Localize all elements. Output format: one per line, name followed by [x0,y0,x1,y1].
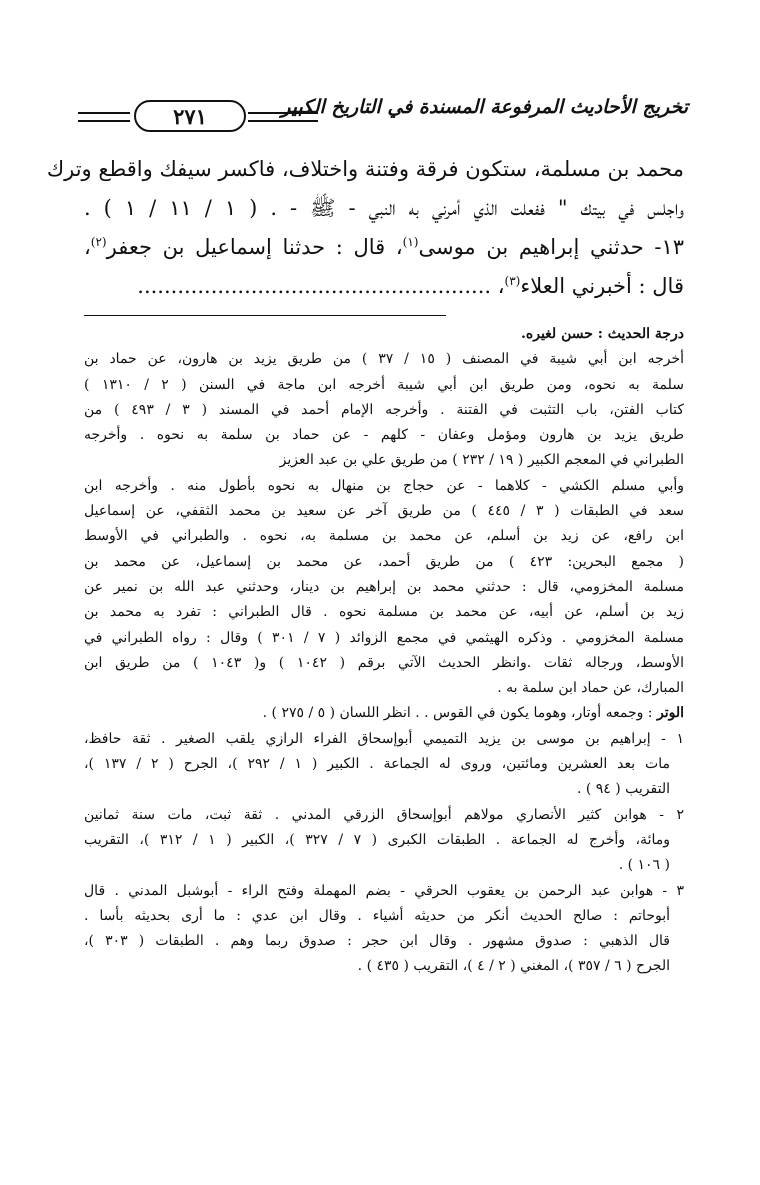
footnote-1 [84,727,684,803]
note-line: زيد بن أسلم، عن أبيه، عن محمد بن مسلمة نحوه . قال الطبراني : تفرد به محمد بن [84,604,684,621]
note-line: التقريب ( ٩٤ ) . [576,781,670,798]
hadith-text: ، ..................................................... [137,274,505,298]
hadith-grade: درجة الحديث : حسن لغيره. [521,326,684,342]
note-line: ( مجمع البحرين: ٤٢٣ ) من طريق أحمد، عن محمد بن إسماعيل، عن محمد بن [84,553,684,570]
main-line: محمد بن مسلمة، ستكون فرقة وفتنة واختلاف، فاكسر سيفك واقطع وترك [46,157,684,181]
hadith-text: ، قال : حدثنا إسماعيل بن جعفر [106,235,403,259]
page-number: ٢٧١ [134,100,246,132]
watar-text: : وجمعه أوتار، وهوما يكون في القوس . . انظر اللسان ( ٥ / ٢٧٥ ) . [262,705,653,722]
footnote-ref: (٣) [504,274,521,288]
main-text [46,150,684,306]
note-line: ٢ - هوابن كثير الأنصاري مولاهم أبوإسحاق الزرقي المدني . ثقة ثبت، مات سنة ثمانين [84,806,684,823]
note-line: الجرح ( ٦ / ٣٥٧ )، المغني ( ٢ / ٤ )، التقريب ( ٤٣٥ ) . [357,958,670,975]
note-line: مسلمة المخزومي . وذكره الهيثمي في مجمع الزوائد ( ٧ / ٣٠١ ) وقال : رواه الطبراني في [84,629,684,646]
footnote-ref: (١) [402,235,419,249]
header-rule [248,112,318,122]
note-line: سلمة به نحوه، ومن طريق ابن أبي شيبة أخرجه ابن ماجة في السنن ( ٢ / ١٣١٠ ) [84,376,684,393]
hadith-text: قال : أخبرني العلاء [520,274,684,298]
note-line: سعد في الطبقات ( ٣ / ٤٤٥ ) من طريق آخر عن سعيد بن محمد الثقفي، عن إسماعيل [84,503,684,520]
footnote-2 [84,803,684,879]
watar-definition [84,701,684,726]
note-line: أبوحاتم : صالح الحديث أنكر من حديثه أشياء . وقال ابن عدي : ما أرى بحديثه بأسا . [84,907,670,924]
note-line: مات بعد العشرين ومائتين، وروى له الجماعة . الكبير ( ١ / ٢٩٢ )، الجرح ( ٢ / ١٣٧ )، [84,756,670,773]
footnotes [84,322,684,980]
note-line: الطبراني في المعجم الكبير ( ١٩ / ٢٣٢ ) من طريق علي بن عبد العزيز [279,452,684,469]
note-line: ١ - إبراهيم بن موسى بن يزيد التميمي أبوإسحاق الفراء الرازي يلقب الصغير . ثقة حافظ، [84,730,684,747]
footnote-separator [84,315,446,316]
footnote-3 [84,879,684,980]
main-line: واجلس في بيتك " ففعلت الذي أمرني به النبي - ﷺ - . ( ١ / ١١ / ١ ) . [84,196,684,220]
header-rule [78,112,130,122]
note-line: المبارك، عن حماد ابن سلمة به . [497,680,684,697]
note-line: وأبي مسلم الكشي - كلاهما - عن حجاج بن منهال به نحوه بأطول منه . وأخرجه ابن [84,477,684,494]
page-header [78,92,688,132]
note-line: الأوسط، ورجاله ثقات .وانظر الحديث الآتي برقم ( ١٠٤٢ ) و( ١٠٤٣ ) من طريق ابن [84,654,684,671]
footnote-ref: (٢) [90,235,107,249]
note-line: ٣ - هوابن عبد الرحمن بن يعقوب الحرقي - بضم المهملة وفتح الراء - أبوشبل المدني . قال [84,882,684,899]
note-line: قال الذهبي : صدوق مشهور . وقال ابن حجر : صدوق ربما وهم . الطبقات ( ٣٠٣ )، [84,933,671,950]
hadith-13-line-1 [84,228,684,267]
watar-term: الوتر [656,705,684,722]
takhrij-paragraph [84,347,684,701]
note-line: طريق يزيد بن هارون ومؤمل وعفان - كلهم - عن حماد بن سلمة به نحوه . وأخرجه [84,427,684,444]
note-line: ومائة، وأخرج له الجماعة . الطبقات الكبرى ( ٧ / ٣٢٧ )، الكبير ( ١ / ٣١٢ )، التقريب [84,831,670,848]
hadith-13-line-2 [84,267,684,306]
running-title: تخريج الأحاديث المرفوعة المسندة في التاريخ الكبير [281,96,688,118]
note-line: ( ١٠٦ ) . [618,857,670,874]
hadith-text: ١٣- حدثني إبراهيم بن موسى [418,235,684,259]
hadith-text: ، [84,235,91,259]
note-line: أخرجه ابن أبي شيبة في المصنف ( ١٥ / ٣٧ ) من طريق يزيد بن هارون، عن حماد بن [84,351,684,368]
note-line: مسلمة المخزومي، قال : حدثني محمد بن إبراهيم بن دينار، وحدثني عبد الله بن نمير عن [84,578,684,595]
note-line: ابن رافع، عن زيد بن أسلم، عن محمد بن مسلمة به، نحوه . والطبراني في الأوسط [84,528,684,545]
note-line: كتاب الفتن، باب التثبت في الفتنة . وأخرجه الإمام أحمد في المسند ( ٣ / ٤٩٣ ) من [84,401,684,418]
